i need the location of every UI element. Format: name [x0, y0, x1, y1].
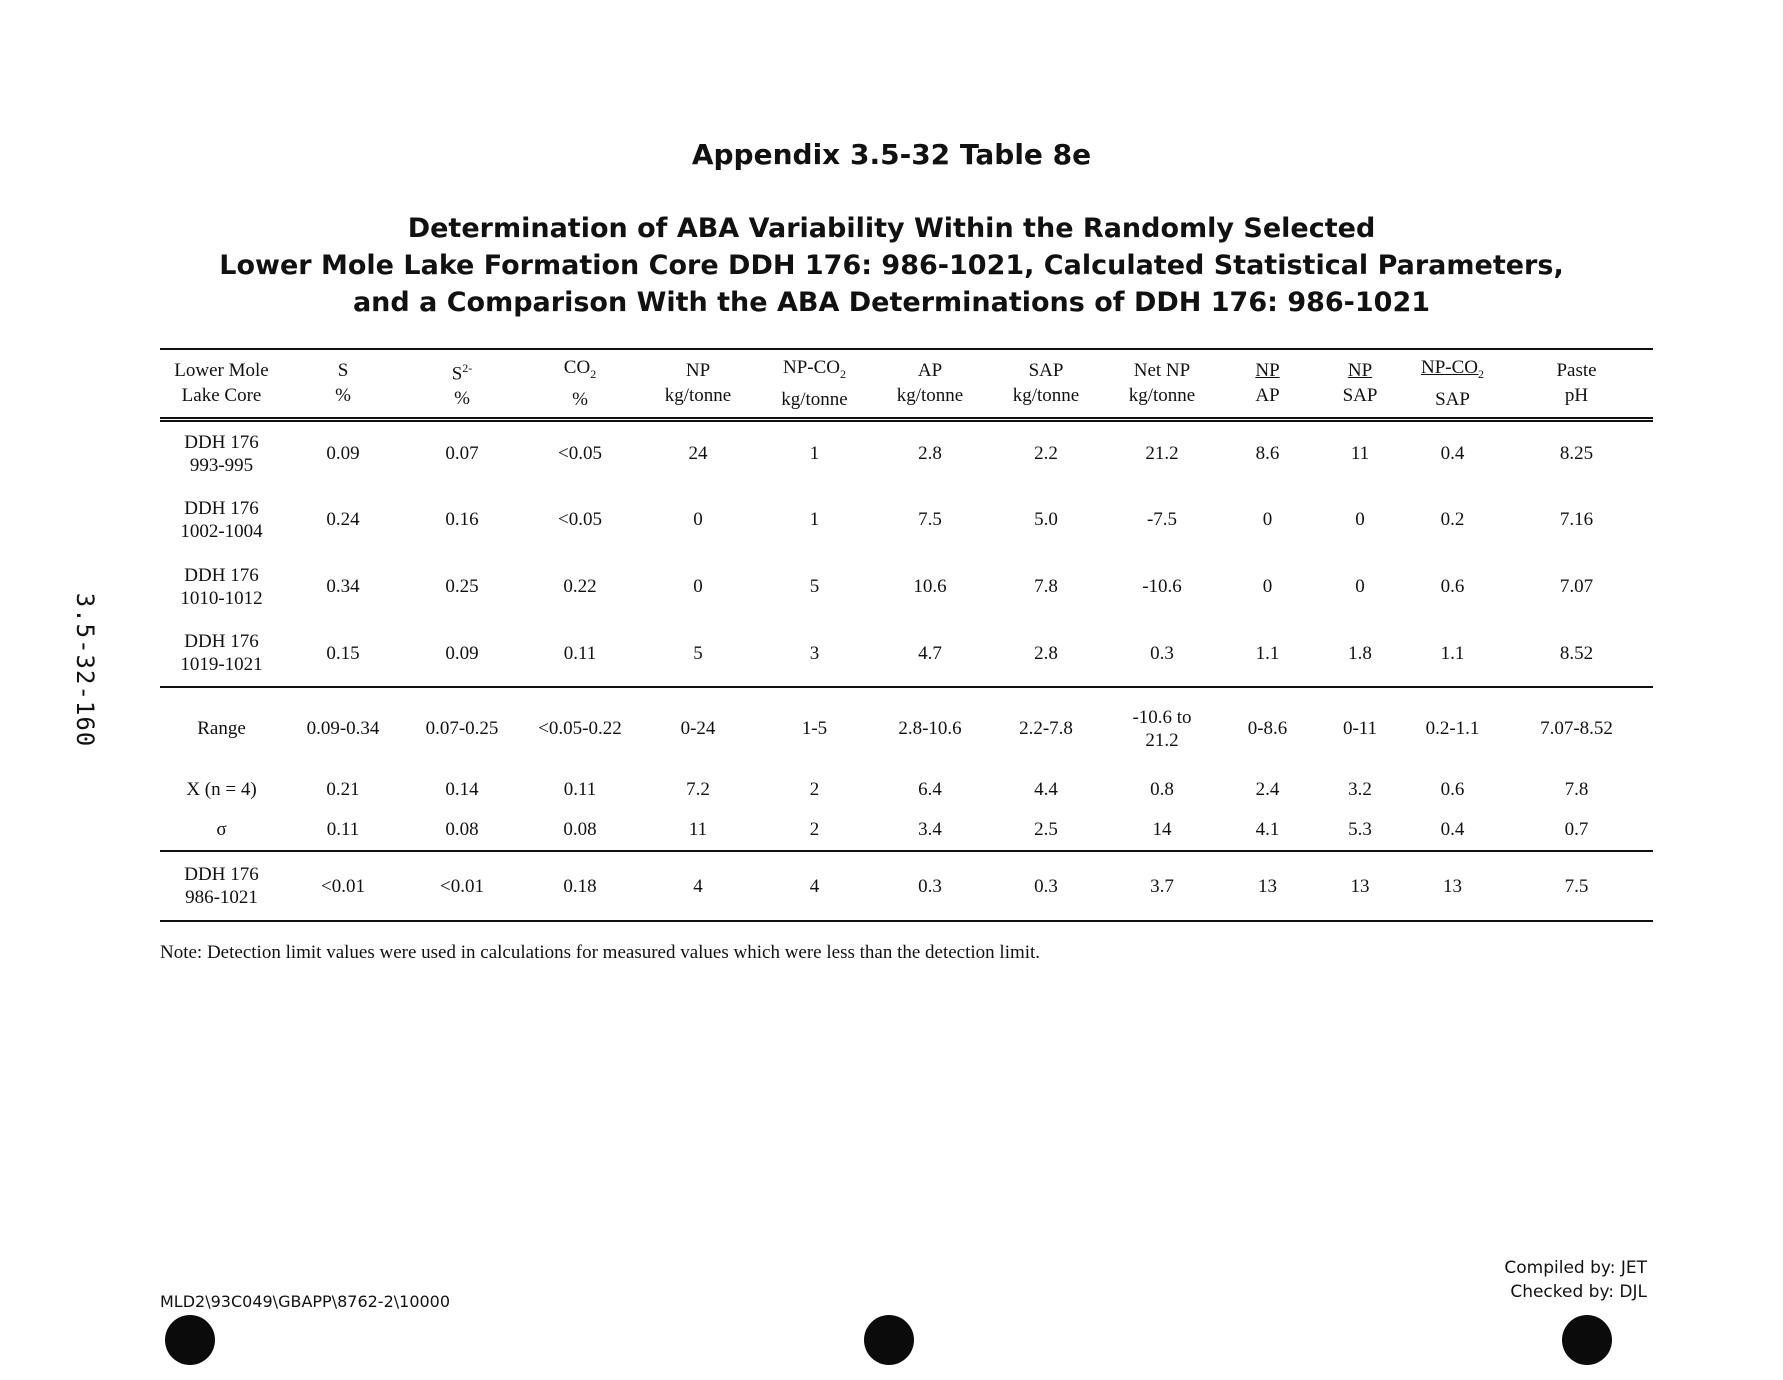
header-np-co2: $NP-CO_2$ kg/tonne	[781, 356, 848, 410]
header-np-co2-sap: $\frac{NP-CO_2}{\text{SAP}}$	[1420, 356, 1484, 410]
range-row	[160, 687, 1653, 769]
table-cell: 3	[809, 642, 820, 664]
table-cell: 0.6	[1440, 576, 1465, 597]
table-cell: <0.05-0.22	[538, 718, 622, 739]
table-cell: 0.2	[1440, 509, 1465, 530]
table-cell: 1.8	[1348, 642, 1372, 664]
table-cell: 13	[1443, 875, 1462, 897]
header-np-ap: $\frac{NP}{AP}$	[1255, 360, 1280, 407]
table-cell: 0.09	[326, 443, 360, 465]
file-path: MLD2\93C049\GBAPP\8762-2\10000	[160, 1292, 451, 1311]
table-cell: 0.16	[445, 509, 479, 530]
table-cell: 7.8	[1034, 576, 1058, 597]
table-cell: 0	[693, 576, 703, 597]
table-cell: 7.16	[1559, 509, 1594, 530]
table-cell: 4.7	[918, 642, 942, 664]
table-cell: 11	[688, 819, 708, 840]
table-cell: 7.07	[1559, 576, 1594, 597]
header-s2: $S^{2-}$ %	[451, 360, 473, 409]
page-number-sidebar	[60, 566, 110, 766]
table-cell: 2.2	[1034, 443, 1058, 465]
table-cell: 5.3	[1348, 819, 1372, 840]
table-cell: 5	[809, 576, 820, 597]
table-cell: 11	[1350, 443, 1370, 465]
table-cell: 0.25	[445, 576, 479, 597]
table-cell: 0.11	[563, 778, 597, 800]
table-cell: 2.8	[918, 443, 942, 465]
table-cell: 0.22	[563, 576, 597, 597]
sigma-row	[160, 809, 1653, 851]
statistics-rows	[160, 687, 1653, 851]
table-cell: 0.09-0.34	[306, 718, 380, 739]
table-cell: <0.05	[558, 443, 602, 465]
table-cell: 2	[809, 819, 820, 840]
table-cell: 0.07	[445, 443, 479, 465]
table-cell: 0-11	[1342, 718, 1378, 739]
table-cell: 13	[1350, 875, 1370, 897]
table-cell: 7.2	[686, 778, 710, 800]
table-cell: 7.5	[1564, 875, 1589, 897]
header-net-np: Net NP kg/tonne	[1128, 360, 1196, 407]
sample-core: DDH 176 1010-1012	[180, 564, 263, 609]
table-cell: 1-5	[801, 718, 828, 739]
table-cell: 5	[693, 642, 703, 664]
document-subtitle	[0, 210, 1783, 321]
sample-core: DDH 176 1002-1004	[180, 497, 263, 542]
table-cell: 0.14	[445, 778, 479, 800]
table-cell: 21.2	[1145, 443, 1179, 465]
table-cell: 5.0	[1034, 509, 1058, 530]
table-cell: <0.05	[558, 509, 602, 530]
table-cell: 0	[1262, 576, 1273, 597]
table-cell: 0.11	[563, 642, 597, 664]
table-cell: -10.6 to 21.2	[1132, 706, 1192, 751]
subtitle-line-3: and a Comparison With the ABA Determinations of DDH 176: 986-1021	[352, 287, 1431, 318]
table-cell: 0.24	[326, 509, 360, 530]
table-row	[160, 851, 1653, 921]
table-cell: 8.6	[1255, 443, 1280, 465]
table-cell: 0.2-1.1	[1425, 718, 1480, 739]
table-cell: 0.07-0.25	[425, 718, 499, 739]
header-np: NP kg/tonne	[664, 360, 732, 407]
stat-label: X (n = 4)	[186, 778, 257, 800]
table-cell: 0.34	[326, 576, 360, 597]
sample-core: DDH 176 1019-1021	[180, 631, 263, 675]
stat-label: Range	[197, 718, 246, 739]
table-cell: 0.3	[1034, 875, 1058, 897]
header-core: Lower Mole Lake Core	[174, 360, 269, 407]
header-row	[160, 349, 1653, 419]
table-cell: 0.18	[563, 875, 597, 897]
comparison-rows	[160, 851, 1653, 921]
table-cell: 4.4	[1034, 778, 1058, 800]
table-cell: <0.01	[321, 875, 365, 897]
punch-hole-right	[1562, 1315, 1612, 1365]
sample-core: DDH 176 993-995	[184, 431, 259, 476]
sample-rows	[160, 419, 1653, 687]
table-cell: 0	[1355, 576, 1365, 597]
table-cell: -10.6	[1142, 576, 1182, 597]
aba-table	[160, 348, 1653, 922]
header-paste-ph: Paste pH	[1556, 360, 1597, 407]
checked-by: Checked by: DJL	[1510, 1282, 1647, 1302]
punch-hole-left	[165, 1315, 215, 1365]
table-cell: 2.4	[1255, 778, 1280, 800]
table-cell: 10.6	[913, 576, 947, 597]
table-cell: 0.4	[1440, 443, 1465, 465]
stat-label: σ	[216, 819, 227, 840]
table-row	[160, 486, 1653, 553]
subtitle-line-1: Determination of ABA Variability Within the Randomly Selected	[407, 213, 1376, 244]
table-cell: 0.08	[445, 819, 479, 840]
table-row	[160, 553, 1653, 620]
header-ap: AP kg/tonne	[896, 360, 964, 407]
table-note: Note: Detection limit values were used in calculations for measured values which were less than the detection limit.	[160, 942, 1041, 963]
comparison-core: DDH 176 986-1021	[184, 864, 259, 908]
table-cell: 4.1	[1255, 819, 1280, 840]
table-cell: 24	[688, 443, 708, 465]
table-cell: 1	[809, 443, 820, 465]
table-cell: 0.08	[563, 819, 597, 840]
subtitle-line-2: Lower Mole Lake Formation Core DDH 176: 986-1021, Calculated Statistical Parameters,	[219, 250, 1564, 281]
table-cell: 0.6	[1440, 778, 1465, 800]
table-cell: 13	[1258, 875, 1277, 897]
table-row	[160, 419, 1653, 486]
header-co2: $CO_2$ %	[563, 356, 597, 410]
punch-hole-center	[864, 1315, 914, 1365]
table-cell: 8.25	[1559, 443, 1594, 465]
table-cell: 0-8.6	[1247, 718, 1288, 739]
table-cell: <0.01	[440, 875, 484, 897]
table-cell: 6.4	[918, 778, 942, 800]
table-cell: 0	[1262, 509, 1273, 530]
header-sap: SAP kg/tonne	[1012, 360, 1080, 407]
table-cell: 7.8	[1564, 778, 1589, 800]
table-cell: 1.1	[1440, 642, 1465, 664]
table-cell: 0-24	[680, 718, 716, 739]
table-cell: 2.8-10.6	[898, 718, 962, 739]
table-cell: 0.3	[918, 875, 942, 897]
table-cell: 1.1	[1255, 642, 1280, 664]
table-cell: 0	[693, 509, 703, 530]
table-cell: 0.15	[326, 642, 360, 664]
table-cell: 2.8	[1034, 642, 1058, 664]
table-cell: 0	[1355, 509, 1365, 530]
table-cell: 7.5	[918, 509, 942, 530]
table-cell: 0.09	[445, 642, 479, 664]
credits	[1504, 1256, 1647, 1304]
table-row	[160, 620, 1653, 687]
table-cell: 0.21	[326, 778, 360, 800]
table-cell: 3.2	[1348, 778, 1372, 800]
page-number: 3.5-32-160	[71, 592, 99, 748]
table-cell: -7.5	[1146, 509, 1178, 530]
table-cell: 7.07-8.52	[1540, 718, 1613, 739]
table-cell: 0.11	[326, 819, 360, 840]
table-cell: 0.3	[1150, 642, 1174, 664]
table-cell: 0.4	[1440, 819, 1465, 840]
header-np-sap: $\frac{NP}{\text{SAP}}$	[1342, 360, 1378, 407]
header-s: S %	[335, 360, 351, 407]
table-header	[160, 349, 1653, 419]
table-cell: 8.52	[1559, 642, 1594, 664]
document-title: Appendix 3.5-32 Table 8e	[691, 138, 1092, 171]
table-cell: 2.5	[1034, 819, 1058, 840]
table-cell: 14	[1152, 819, 1172, 840]
table-cell: 3.7	[1150, 875, 1174, 897]
table-cell: 4	[693, 875, 703, 897]
table-cell: 4	[809, 875, 820, 897]
table-cell: 2.2-7.8	[1019, 718, 1073, 739]
table-cell: 2	[809, 778, 820, 800]
compiled-by: Compiled by: JET	[1504, 1258, 1647, 1278]
table-cell: 0.8	[1150, 778, 1174, 800]
mean-row	[160, 769, 1653, 809]
table-cell: 1	[809, 509, 820, 530]
table-cell: 0.7	[1564, 819, 1589, 840]
table-cell: 3.4	[918, 819, 942, 840]
